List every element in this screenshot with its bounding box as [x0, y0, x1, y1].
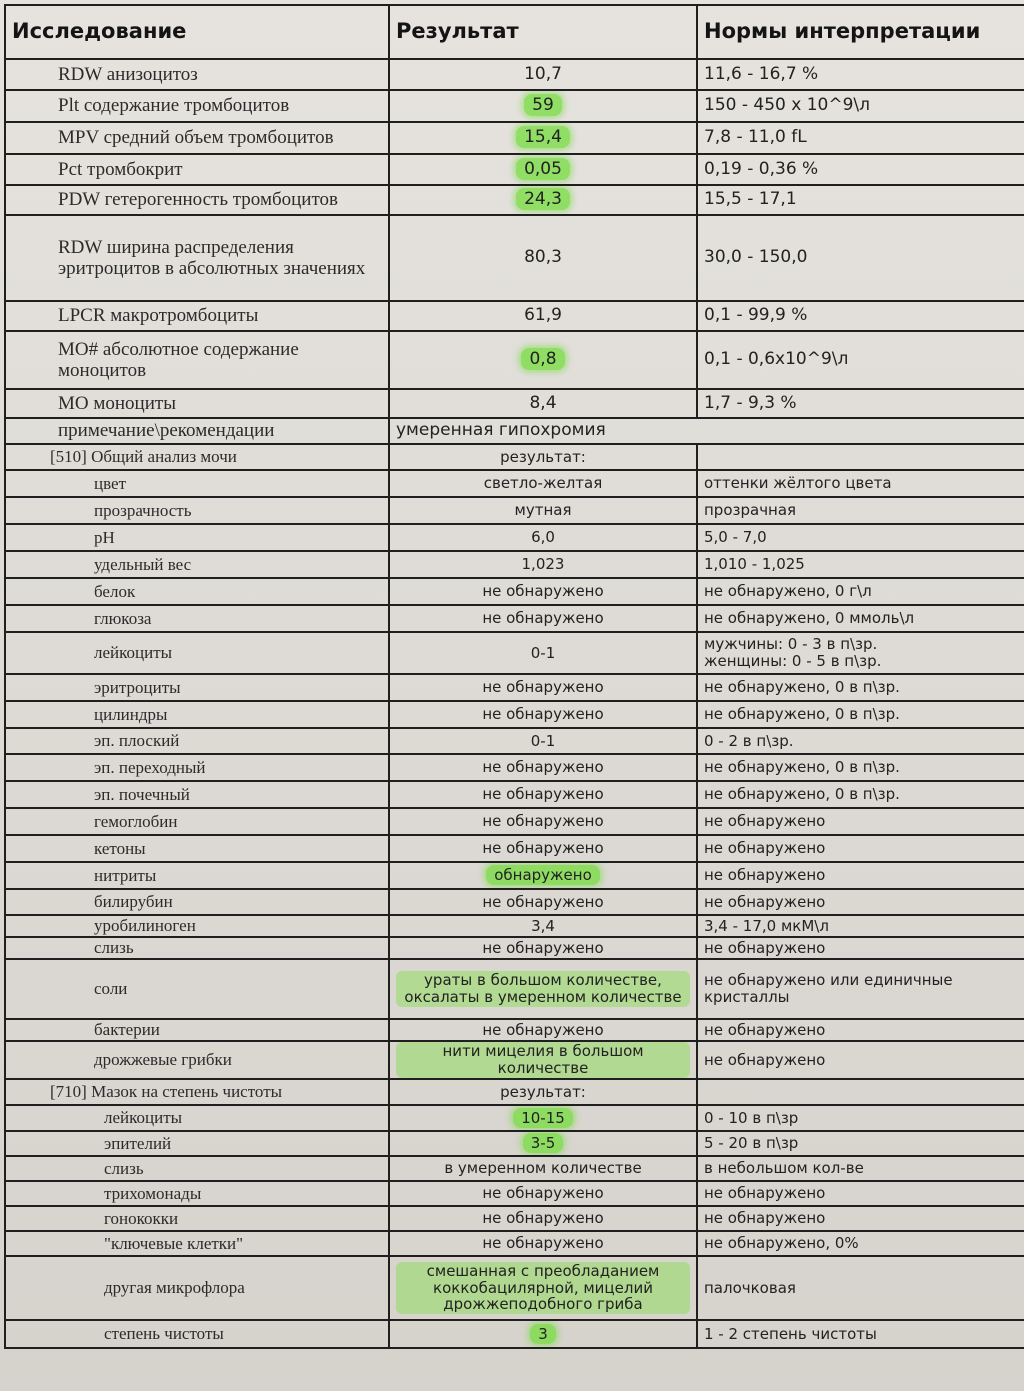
smear-test-name-text: трихомонады [104, 1183, 202, 1203]
urine-test-name-text: удельный вес [94, 554, 192, 574]
smear-test-result [389, 1320, 697, 1348]
blood-test-result [389, 122, 697, 154]
urine-row [5, 835, 1024, 862]
urine-test-result [389, 937, 697, 959]
urine-test-result [389, 728, 697, 754]
blood-test-name-text: MPV средний объем тромбоцитов [58, 127, 334, 149]
blood-row [5, 301, 1024, 331]
smear-test-norm-text: 1 - 2 степень чистоты [704, 1324, 877, 1343]
smear-test-name-text: эпителий [104, 1133, 172, 1153]
smear-test-result [389, 1181, 697, 1206]
urine-test-result-text: 6,0 [531, 528, 555, 547]
urine-test-result-text: 1,023 [521, 555, 565, 574]
smear-test-norm-text: не обнаружено [704, 1209, 826, 1228]
header-norms: Нормы интерпретации [697, 5, 1024, 59]
urine-test-result-text: ураты в большом количестве, оксалаты в умеренном количестве [396, 971, 690, 1007]
blood-row [5, 331, 1024, 389]
urine-test-result [389, 754, 697, 781]
smear-test-result [389, 1156, 697, 1181]
blood-test-name [5, 59, 389, 90]
urine-test-name [5, 754, 389, 781]
smear-test-name-text: лейкоциты [104, 1108, 183, 1128]
urine-test-result [389, 470, 697, 497]
blood-test-result [389, 185, 697, 215]
urine-test-norm-text: не обнаружено, 0 в п\зр. [704, 785, 900, 804]
urine-test-norm [697, 808, 1024, 835]
urine-test-name [5, 674, 389, 701]
blood-test-name [5, 389, 389, 418]
blood-test-note [389, 418, 1024, 444]
urine-test-result-text: не обнаружено [482, 758, 604, 777]
urine-test-name-text: нитриты [94, 865, 157, 885]
urine-test-norm [697, 915, 1024, 937]
urine-test-result-text: не обнаружено [482, 705, 604, 724]
urine-test-name-text: дрожжевые грибки [94, 1050, 232, 1070]
urine-test-name-text: лейкоциты [94, 643, 173, 663]
urine-test-norm-text: не обнаружено, 0 ммоль\л [704, 609, 915, 628]
urine-test-name-text: цвет [94, 473, 126, 493]
urine-test-name [5, 551, 389, 578]
urine-test-norm [697, 1041, 1024, 1079]
blood-test-result-text: 61,9 [524, 305, 562, 326]
urine-test-result [389, 497, 697, 524]
urine-test-result-text: не обнаружено [482, 785, 604, 804]
smear-test-name [5, 1231, 389, 1256]
urine-test-name-text: слизь [94, 938, 134, 958]
urine-section-title-text: [510] Общий анализ мочи [50, 447, 237, 467]
urine-test-result-text: не обнаружено [482, 839, 604, 858]
urine-test-norm [697, 632, 1024, 674]
smear-row [5, 1206, 1024, 1231]
blood-row [5, 122, 1024, 154]
blood-test-name-text: MO моноциты [58, 392, 176, 414]
urine-test-norm-text: не обнаружено, 0 в п\зр. [704, 758, 900, 777]
urine-test-norm-text: не обнаружено [704, 812, 826, 831]
urine-test-result-text: не обнаружено [482, 582, 604, 601]
urine-row [5, 524, 1024, 551]
smear-test-result-text: смешанная с преобладанием коккобацилярной, мицелий дрожжеподобного гриба [396, 1262, 690, 1314]
smear-test-norm [697, 1320, 1024, 1348]
blood-test-result-text: 80,3 [524, 247, 562, 268]
urine-test-norm-text: не обнаружено [704, 839, 826, 858]
smear-test-norm [697, 1131, 1024, 1156]
urine-row [5, 1019, 1024, 1041]
smear-norm-empty [697, 1079, 1024, 1105]
smear-test-name-text: "ключевые клетки" [104, 1233, 244, 1253]
smear-test-result [389, 1206, 697, 1231]
urine-row [5, 674, 1024, 701]
urine-norm-empty [697, 444, 1024, 470]
urine-test-norm-text: не обнаружено [704, 892, 826, 911]
urine-test-name [5, 728, 389, 754]
blood-test-name [5, 215, 389, 301]
urine-test-norm [697, 551, 1024, 578]
blood-test-name [5, 418, 389, 444]
blood-test-note-text: умеренная гипохромия [396, 420, 606, 441]
urine-row [5, 578, 1024, 605]
blood-test-name-text: PDW гетерогенность тромбоцитов [58, 189, 338, 211]
table-header-row [5, 5, 1024, 59]
blood-test-norm [697, 90, 1024, 122]
smear-section-title [5, 1079, 389, 1105]
urine-test-norm [697, 605, 1024, 632]
urine-test-norm-text: 0 - 2 в п\зр. [704, 731, 794, 750]
smear-test-result-text: в умеренном количестве [444, 1159, 642, 1178]
blood-test-name-text: RDW ширина распределения эритроцитов в абсолютных значениях [58, 236, 366, 279]
urine-test-norm [697, 470, 1024, 497]
urine-test-name [5, 524, 389, 551]
urine-test-result [389, 701, 697, 728]
urine-test-name [5, 497, 389, 524]
smear-test-norm-text: не обнаружено, 0% [704, 1234, 859, 1253]
smear-test-norm-text: 5 - 20 в п\зр [704, 1134, 799, 1153]
smear-test-result-text: не обнаружено [482, 1234, 604, 1253]
urine-test-name [5, 959, 389, 1019]
urine-test-name [5, 862, 389, 889]
blood-test-norm-text: 150 - 450 x 10^9\л [704, 95, 870, 116]
blood-test-result [389, 389, 697, 418]
urine-test-result [389, 959, 697, 1019]
blood-test-result-text: 59 [524, 94, 562, 116]
urine-test-result-text: нити мицелия в большом количестве [396, 1042, 690, 1078]
urine-test-name-text: глюкоза [94, 608, 152, 628]
blood-test-name [5, 301, 389, 331]
urine-test-result-text: 0-1 [530, 731, 556, 750]
blood-test-norm-text: 0,1 - 0,6x10^9\л [704, 349, 849, 370]
urine-test-name-text: эритроциты [94, 677, 181, 697]
urine-test-name [5, 781, 389, 808]
smear-test-name [5, 1181, 389, 1206]
blood-test-result-text: 24,3 [516, 188, 570, 210]
blood-row [5, 59, 1024, 90]
urine-test-result [389, 605, 697, 632]
urine-test-name [5, 835, 389, 862]
urine-test-result-text: 0-1 [530, 643, 556, 662]
urine-test-result-text: не обнаружено [482, 812, 604, 831]
smear-row [5, 1131, 1024, 1156]
urine-test-norm [697, 1019, 1024, 1041]
smear-test-norm [697, 1256, 1024, 1320]
smear-test-result [389, 1256, 697, 1320]
urine-test-result-text: мутная [514, 501, 572, 520]
urine-test-result [389, 862, 697, 889]
smear-test-name [5, 1105, 389, 1131]
blood-test-result [389, 90, 697, 122]
smear-test-result [389, 1231, 697, 1256]
smear-test-name [5, 1320, 389, 1348]
urine-test-norm [697, 889, 1024, 915]
urine-test-result [389, 632, 697, 674]
blood-test-norm-text: 11,6 - 16,7 % [704, 63, 819, 84]
urine-row [5, 937, 1024, 959]
urine-test-norm-text: 1,010 - 1,025 [704, 555, 805, 574]
smear-result-label-text: результат: [500, 1082, 586, 1101]
urine-result-label [389, 444, 697, 470]
urine-row [5, 470, 1024, 497]
urine-test-norm-text: 5,0 - 7,0 [704, 528, 767, 547]
blood-test-result-text: 0,05 [516, 158, 570, 180]
smear-row [5, 1320, 1024, 1348]
urine-test-name-text: гемоглобин [94, 811, 178, 831]
urine-section-title [5, 444, 389, 470]
blood-test-norm [697, 301, 1024, 331]
urine-test-norm-text: не обнаружено, 0 в п\зр. [704, 678, 900, 697]
smear-section-title-text: [710] Мазок на степень чистоты [50, 1082, 283, 1102]
urine-test-name-text: эп. почечный [94, 784, 190, 804]
urine-test-norm [697, 578, 1024, 605]
urine-test-norm-text: не обнаружено или единичные кристаллы [704, 971, 953, 1006]
blood-row [5, 154, 1024, 185]
urine-row [5, 754, 1024, 781]
urine-test-name-text: уробилиноген [94, 916, 196, 936]
urine-row [5, 959, 1024, 1019]
smear-test-norm-text: палочковая [704, 1278, 796, 1297]
urine-test-norm [697, 959, 1024, 1019]
urine-test-result [389, 1041, 697, 1079]
urine-test-result [389, 524, 697, 551]
smear-test-result [389, 1105, 697, 1131]
smear-test-name [5, 1206, 389, 1231]
blood-test-name-text: MO# абсолютное содержание моноцитов [58, 338, 299, 381]
smear-test-result [389, 1131, 697, 1156]
blood-test-norm-text: 15,5 - 17,1 [704, 189, 797, 210]
urine-row [5, 632, 1024, 674]
blood-test-norm-text: 30,0 - 150,0 [704, 247, 808, 268]
urine-test-norm [697, 728, 1024, 754]
smear-test-norm [697, 1105, 1024, 1131]
blood-test-norm-text: 0,1 - 99,9 % [704, 305, 808, 326]
smear-test-result-text: не обнаружено [482, 1184, 604, 1203]
urine-test-norm-text: не обнаружено, 0 в п\зр. [704, 705, 900, 724]
urine-test-name [5, 1041, 389, 1079]
blood-test-result-text: 0,8 [521, 348, 564, 370]
smear-test-name-text: степень чистоты [104, 1324, 224, 1344]
urine-test-name-text: бактерии [94, 1020, 160, 1040]
urine-row [5, 889, 1024, 915]
urine-test-name [5, 578, 389, 605]
urine-row [5, 551, 1024, 578]
header-result: Результат [389, 5, 697, 59]
urine-test-result [389, 551, 697, 578]
urine-test-norm-text-2: женщины: 0 - 5 в п\зр. [704, 652, 882, 670]
blood-row [5, 90, 1024, 122]
urine-test-result [389, 1019, 697, 1041]
urine-test-norm-text: оттенки жёлтого цвета [704, 474, 892, 493]
urine-test-norm-text: не обнаружено [704, 938, 826, 957]
urine-test-result-text: светло-желтая [483, 474, 603, 493]
blood-row [5, 418, 1024, 444]
smear-row [5, 1256, 1024, 1320]
smear-test-result-text: 3 [530, 1324, 556, 1344]
smear-test-norm [697, 1181, 1024, 1206]
urine-test-result [389, 889, 697, 915]
blood-test-result [389, 215, 697, 301]
blood-test-result [389, 301, 697, 331]
urine-test-norm [697, 674, 1024, 701]
urine-test-name [5, 937, 389, 959]
urine-test-norm [697, 937, 1024, 959]
urine-row [5, 781, 1024, 808]
smear-row [5, 1181, 1024, 1206]
blood-test-norm [697, 122, 1024, 154]
blood-test-norm-text: 0,19 - 0,36 % [704, 158, 819, 179]
urine-test-name [5, 632, 389, 674]
smear-row [5, 1105, 1024, 1131]
urine-test-name [5, 1019, 389, 1041]
urine-test-name-text: эп. плоский [94, 731, 180, 751]
urine-test-result [389, 835, 697, 862]
blood-test-name [5, 185, 389, 215]
urine-test-norm [697, 524, 1024, 551]
blood-test-name-text: RDW анизоцитоз [58, 63, 198, 85]
blood-row [5, 215, 1024, 301]
urine-test-name-text: pH [94, 527, 115, 547]
blood-test-name-text: примечание\рекомендации [58, 420, 275, 442]
urine-test-norm [697, 862, 1024, 889]
urine-test-result [389, 915, 697, 937]
smear-test-name [5, 1256, 389, 1320]
urine-row [5, 915, 1024, 937]
smear-row [5, 1156, 1024, 1181]
urine-test-norm [697, 835, 1024, 862]
lab-results-table [4, 4, 1024, 1349]
smear-test-norm-text: 0 - 10 в п\зр [704, 1108, 799, 1127]
urine-row [5, 808, 1024, 835]
urine-test-norm [697, 701, 1024, 728]
urine-test-norm-text: мужчины: 0 - 3 в п\зр. [704, 635, 878, 654]
urine-test-norm-text: не обнаружено [704, 1050, 826, 1069]
urine-test-name-text: билирубин [94, 892, 173, 912]
urine-test-result-text: не обнаружено [482, 938, 604, 957]
blood-test-result [389, 154, 697, 185]
urine-row [5, 497, 1024, 524]
blood-test-norm [697, 154, 1024, 185]
smear-test-name [5, 1131, 389, 1156]
blood-test-norm-text: 7,8 - 11,0 fL [704, 127, 807, 148]
smear-test-name-text: слизь [104, 1158, 144, 1178]
urine-result-label-text: результат: [500, 447, 586, 466]
urine-row [5, 1041, 1024, 1079]
blood-test-result-text: 8,4 [529, 392, 557, 413]
urine-row [5, 728, 1024, 754]
urine-test-name [5, 808, 389, 835]
smear-test-result-text: 10-15 [513, 1108, 573, 1128]
urine-test-result-text: не обнаружено [482, 892, 604, 911]
urine-test-name-text: соли [94, 979, 128, 999]
blood-test-name-text: Plt содержание тромбоцитов [58, 95, 290, 117]
urine-row [5, 862, 1024, 889]
urine-test-result-text: обнаружено [486, 865, 600, 885]
urine-test-name [5, 470, 389, 497]
smear-section-header [5, 1079, 1024, 1105]
urine-test-name-text: кетоны [94, 838, 146, 858]
blood-test-result [389, 331, 697, 389]
blood-test-norm-text: 1,7 - 9,3 % [704, 392, 797, 413]
blood-test-norm [697, 389, 1024, 418]
blood-test-norm [697, 215, 1024, 301]
blood-row [5, 185, 1024, 215]
urine-test-name-text: эп. переходный [94, 757, 206, 777]
smear-test-result-text: 3-5 [523, 1133, 564, 1153]
blood-test-name [5, 90, 389, 122]
urine-test-norm-text: 3,4 - 17,0 мкМ\л [704, 916, 829, 935]
urine-test-norm [697, 781, 1024, 808]
blood-test-norm [697, 331, 1024, 389]
urine-section-header [5, 444, 1024, 470]
urine-test-norm-text: прозрачная [704, 501, 797, 520]
urine-test-norm [697, 754, 1024, 781]
urine-test-norm [697, 497, 1024, 524]
lab-results-body [5, 5, 1024, 1348]
blood-test-name-text: Pct тромбокрит [58, 158, 183, 180]
smear-test-norm-text: в небольшом кол-ве [704, 1159, 864, 1178]
smear-test-norm-text: не обнаружено [704, 1184, 826, 1203]
urine-row [5, 605, 1024, 632]
urine-test-result-text: не обнаружено [482, 1020, 604, 1039]
urine-test-name-text: прозрачность [94, 500, 192, 520]
urine-test-result [389, 808, 697, 835]
smear-test-result-text: не обнаружено [482, 1209, 604, 1228]
urine-test-result [389, 781, 697, 808]
smear-result-label [389, 1079, 697, 1105]
blood-test-name [5, 331, 389, 389]
blood-test-norm [697, 59, 1024, 90]
urine-test-name-text: белок [94, 581, 136, 601]
urine-test-result [389, 674, 697, 701]
blood-test-name [5, 154, 389, 185]
smear-row [5, 1231, 1024, 1256]
urine-test-norm-text: не обнаружено, 0 г\л [704, 582, 872, 601]
urine-test-name [5, 701, 389, 728]
urine-test-name-text: цилиндры [94, 704, 168, 724]
urine-test-name [5, 605, 389, 632]
smear-test-name-text: другая микрофлора [104, 1278, 245, 1298]
header-research: Исследование [5, 5, 389, 59]
smear-test-norm [697, 1206, 1024, 1231]
urine-test-name [5, 915, 389, 937]
blood-test-result-text: 10,7 [524, 63, 562, 84]
urine-test-result-text: не обнаружено [482, 609, 604, 628]
smear-test-norm [697, 1156, 1024, 1181]
urine-test-norm-text: не обнаружено [704, 1020, 826, 1039]
blood-test-norm [697, 185, 1024, 215]
blood-row [5, 389, 1024, 418]
urine-test-result-text: 3,4 [531, 916, 555, 935]
urine-test-norm-text: не обнаружено [704, 866, 826, 885]
urine-row [5, 701, 1024, 728]
blood-test-name-text: LPCR макротромбоциты [58, 305, 259, 327]
blood-test-name [5, 122, 389, 154]
urine-test-result-text: не обнаружено [482, 678, 604, 697]
smear-test-name [5, 1156, 389, 1181]
smear-test-name-text: гонококки [104, 1208, 179, 1228]
blood-test-result [389, 59, 697, 90]
urine-test-result [389, 578, 697, 605]
smear-test-norm [697, 1231, 1024, 1256]
blood-test-result-text: 15,4 [516, 126, 570, 148]
urine-test-name [5, 889, 389, 915]
